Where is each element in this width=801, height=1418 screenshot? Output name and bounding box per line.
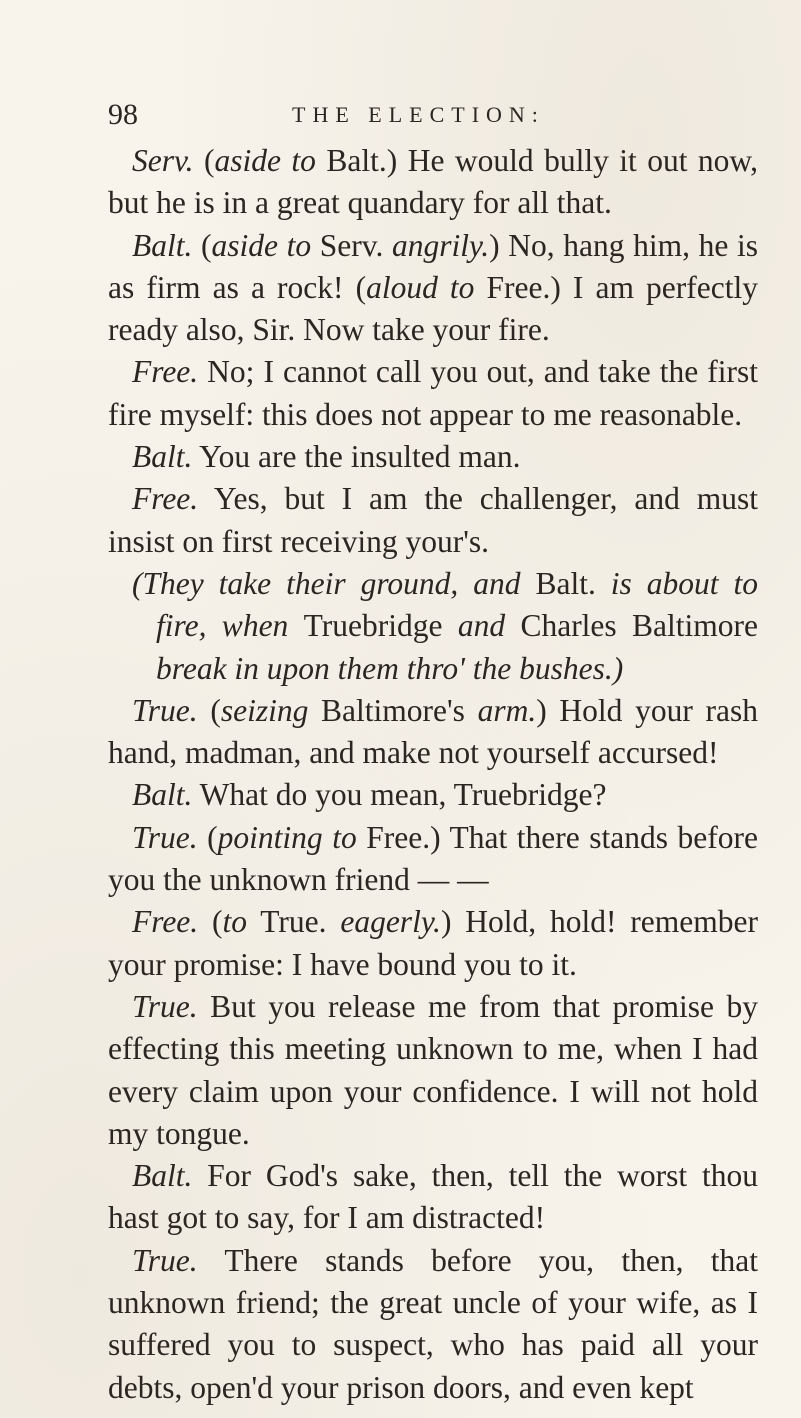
dialogue-line [108, 986, 758, 1155]
running-title: THE ELECTION: [292, 102, 545, 127]
direction-name: Free. [356, 819, 431, 855]
speech-text: I am perfectly ready also, Sir. Now take your fire. [108, 269, 758, 348]
speaker-name: Serv. [132, 143, 194, 178]
direction-name: Baltimore's [308, 692, 478, 728]
dialogue-line [108, 351, 758, 436]
speech-text: What do you mean, Truebridge? [192, 777, 607, 813]
speaker-name: True. [132, 692, 198, 728]
dialogue-line [108, 901, 758, 986]
speaker-name: Balt. [132, 777, 193, 813]
stage-direction: pointing to [217, 819, 357, 855]
speech-text: But you release me from that promise by effecting this meeting unknown to me, when I had every claim upon your confidence. I will not hold my tongue. [108, 988, 758, 1151]
stage-direction: break in upon them thro' the bushes.) [156, 650, 624, 686]
stage-direction: eagerly. [340, 904, 441, 940]
speaker-name: Balt. [132, 227, 193, 263]
play-text [108, 140, 758, 1409]
speech-text: For God's sake, then, tell the worst thou hast got to say, for I am distracted! [108, 1158, 758, 1236]
speech-text: No, hang him, he is as firm as a rock! [108, 227, 758, 305]
speaker-name: Free. [132, 481, 199, 517]
dialogue-line [108, 225, 758, 352]
speaker-name: True. [132, 988, 198, 1024]
direction-paren: ) [489, 227, 500, 263]
direction-name: Truebridge [303, 608, 443, 644]
dialogue-line [108, 690, 758, 775]
dialogue-line [108, 140, 758, 225]
direction-paren: ) [536, 692, 547, 728]
running-head [108, 94, 748, 134]
direction-name: Balt. [535, 565, 596, 601]
direction-paren: ( [198, 904, 223, 940]
direction-paren: ) [440, 904, 452, 940]
speaker-name: Free. [132, 354, 199, 390]
stage-direction-block [108, 563, 758, 690]
direction-paren: ) [430, 819, 441, 855]
speech-text: No; I cannot call you out, and take the first fire myself: this does not appear to me reasonable. [108, 354, 758, 432]
direction-paren: ( [192, 227, 212, 263]
speech-text: Yes, but I am the challenger, and must insist on first receiving your's. [108, 481, 758, 559]
page-number: 98 [108, 98, 138, 131]
stage-direction: aside to [214, 143, 316, 178]
speech-text: That there stands before you the unknown friend — — [108, 819, 758, 898]
speech-text: He would bully it out now, but he is in a great quandary for all that. [108, 143, 759, 221]
speech-text: There stands before you, then, that unknown friend; the great uncle of your wife, as I suffered you to suspect, who has paid all your debts, open'd your prison doors, and even kept [108, 1242, 758, 1405]
stage-direction: aside to [211, 227, 312, 263]
direction-name: Balt. [315, 143, 387, 178]
speaker-name: True. [132, 819, 198, 855]
stage-direction: seizing [220, 692, 309, 728]
direction-name: Serv. [311, 227, 392, 263]
direction-paren: ( [197, 819, 218, 855]
speech-text: Hold your rash hand, madman, and make not yourself accursed! [108, 692, 758, 771]
stage-direction: is about to fire, when [156, 565, 758, 644]
stage-direction: and [442, 608, 521, 644]
direction-paren: ( [193, 143, 215, 178]
direction-name: True. [247, 904, 341, 940]
speaker-name: Balt. [132, 1158, 193, 1194]
direction-paren: ( [355, 269, 367, 305]
dialogue-line [108, 1240, 758, 1409]
stage-direction: (They take their ground, and [132, 565, 536, 601]
speech-text: Hold, hold! remember your promise: I have bound you to it. [108, 904, 758, 982]
speaker-name: True. [132, 1242, 198, 1278]
dialogue-line [108, 478, 758, 563]
stage-direction: arm. [477, 692, 537, 728]
speech-text: You are the insulted man. [192, 439, 521, 475]
direction-paren: ) [550, 269, 561, 305]
speaker-name: Balt. [132, 439, 193, 475]
dialogue-line [108, 436, 758, 478]
direction-name: Free. [474, 269, 551, 305]
speaker-name: Free. [132, 904, 199, 940]
stage-direction: aloud to [366, 269, 475, 305]
dialogue-line [108, 817, 758, 902]
dialogue-line [108, 1155, 758, 1240]
dialogue-line [108, 774, 758, 816]
stage-direction: to [222, 904, 248, 940]
direction-paren: ( [197, 692, 221, 728]
stage-direction: angrily. [391, 227, 490, 263]
direction-name: Charles Baltimore [520, 608, 758, 644]
direction-paren: ) [386, 143, 398, 178]
